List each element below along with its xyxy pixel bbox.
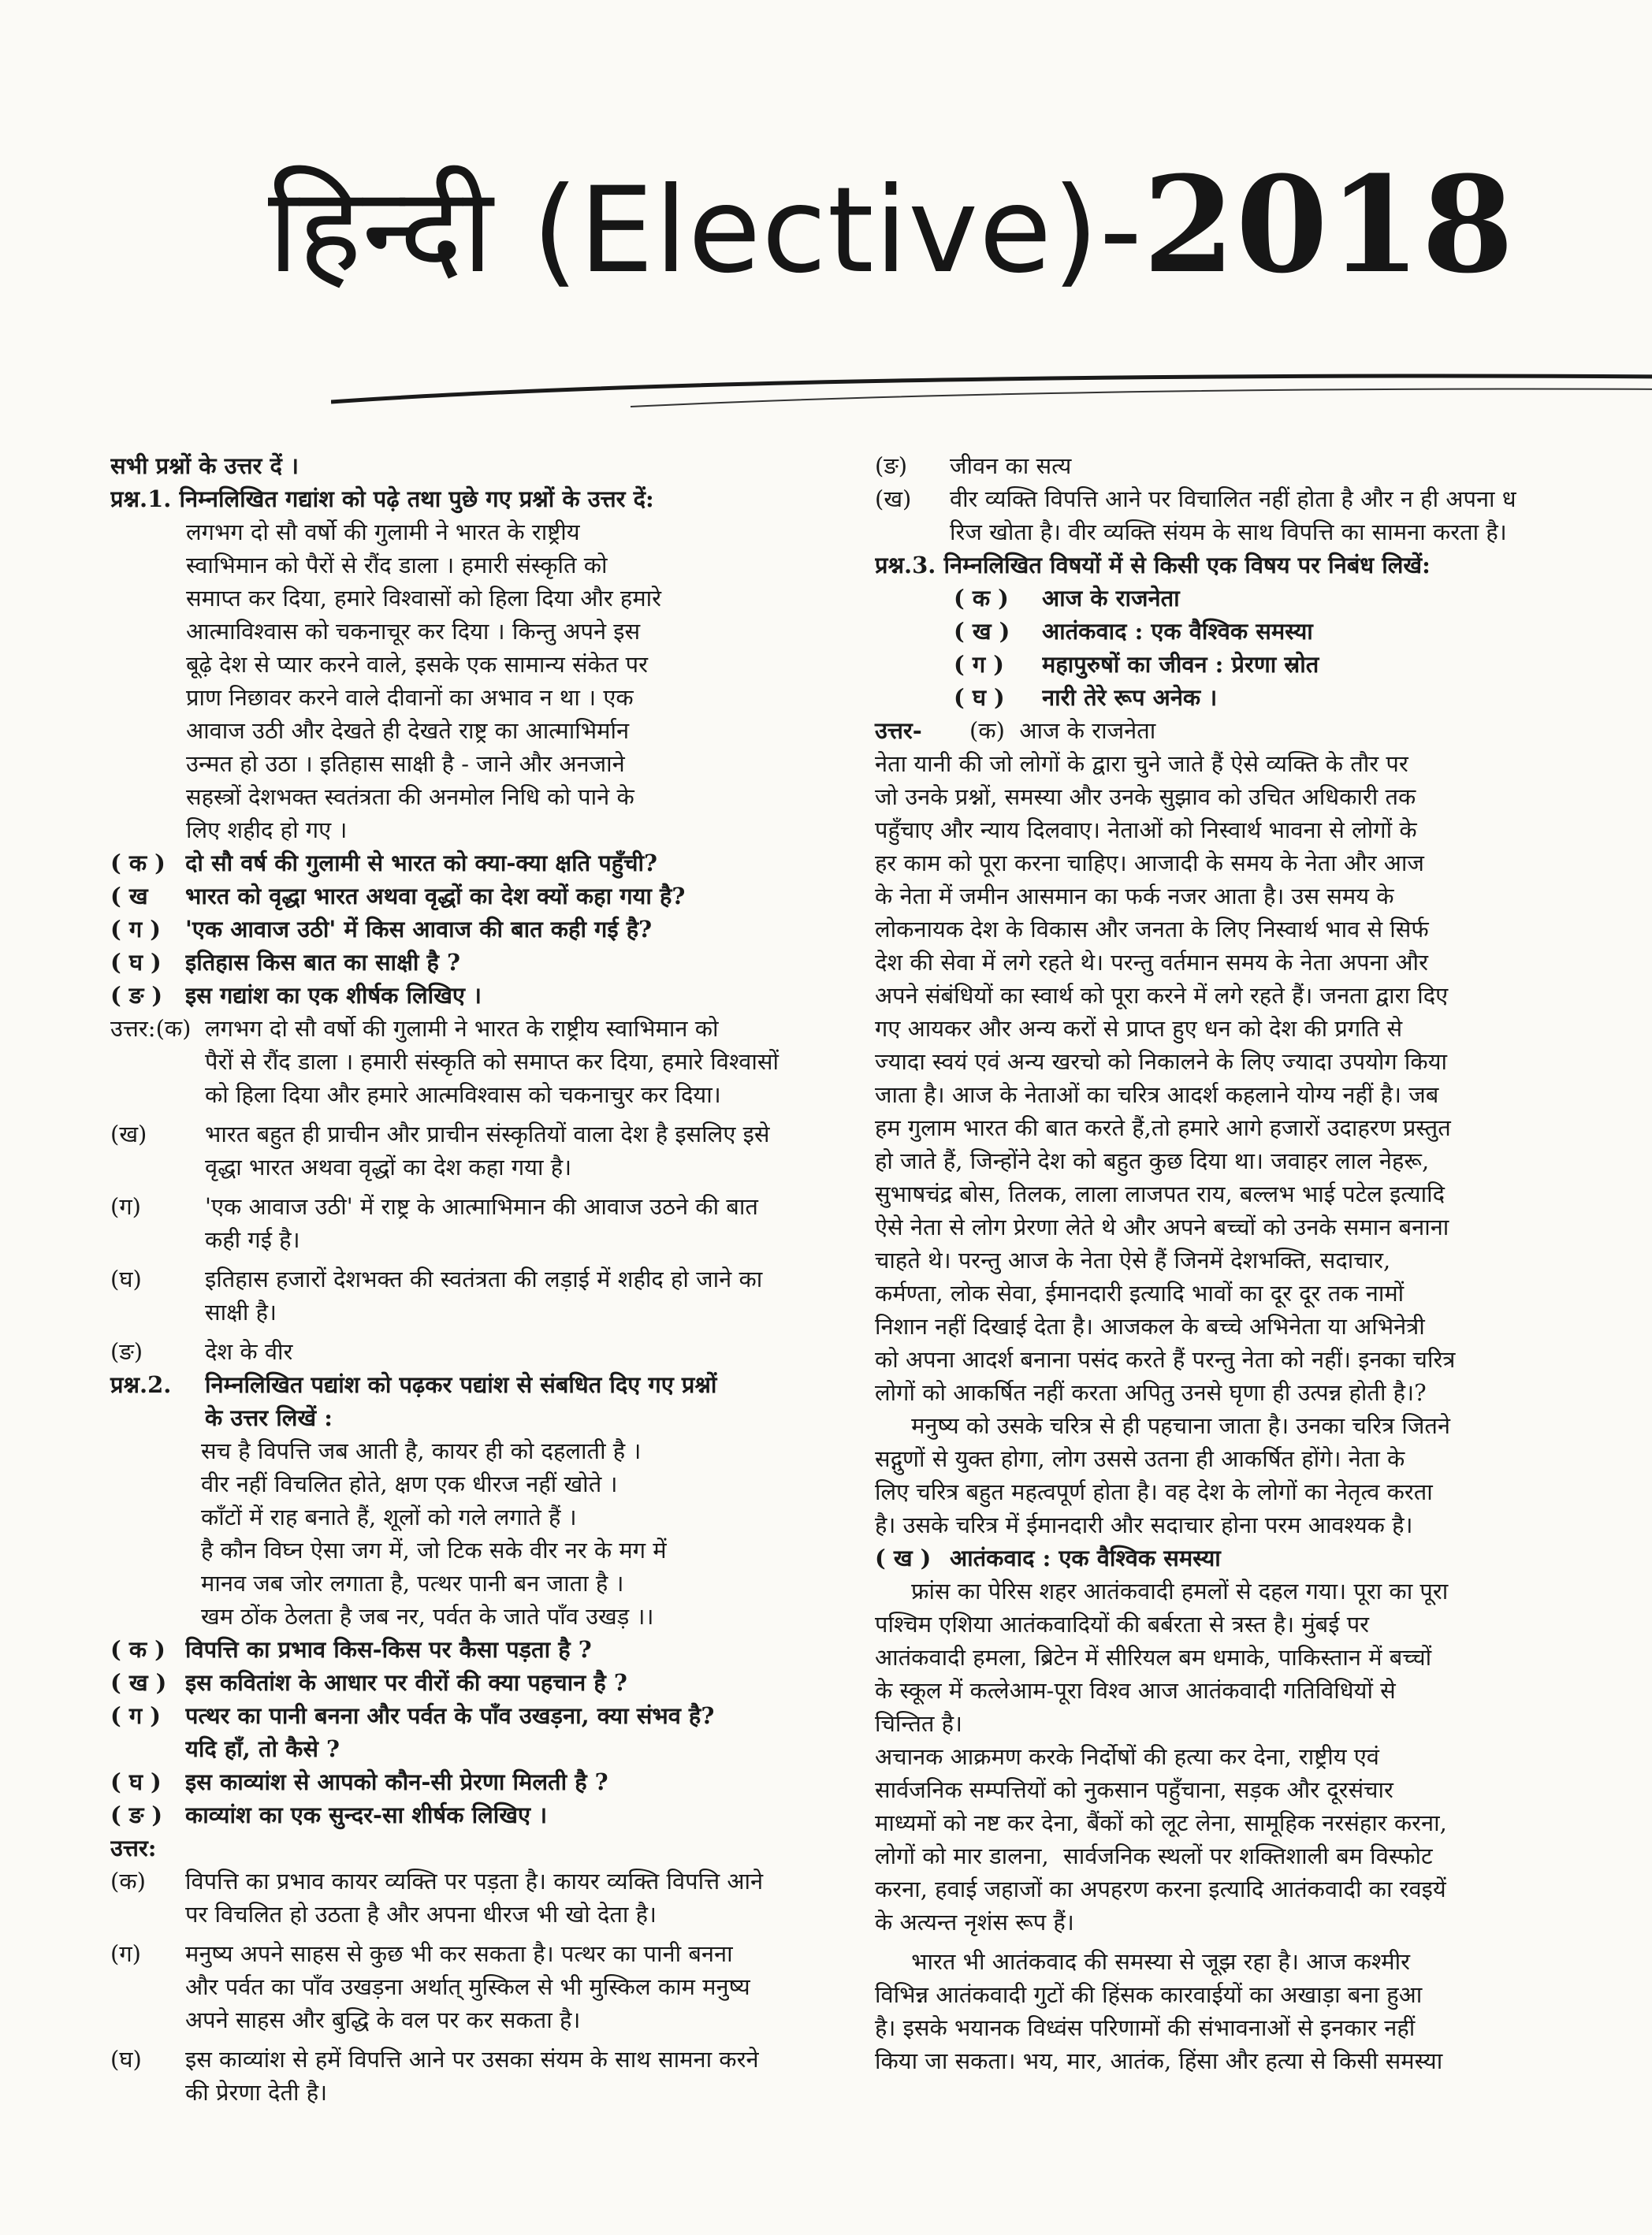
topic-label: ( ख ) bbox=[954, 618, 1010, 645]
answer-label: (क) bbox=[110, 1868, 146, 1895]
sub-question bbox=[110, 1666, 851, 1699]
topic-text: आतंकवाद : एक वैश्विक समस्या bbox=[1042, 618, 1313, 645]
title-dash: - bbox=[1099, 162, 1143, 299]
essay-line: आतंकवादी हमला, ब्रिटेन में सीरियल बम धमाके, पाकिस्तान में बच्चों bbox=[875, 1644, 1432, 1671]
essay-heading: आतंकवाद : एक वैश्विक समस्या bbox=[950, 1545, 1221, 1571]
sub-question-text: काव्यांश का एक सुन्दर-सा शीर्षक लिखिए । bbox=[185, 1802, 548, 1828]
question-prompt-line: निम्नलिखित पद्यांश को पढ़कर पद्यांश से संबधित दिए गए प्रश्नों bbox=[205, 1371, 717, 1398]
question-3-heading bbox=[875, 549, 1600, 582]
sub-question-label: ( ग ) bbox=[110, 916, 161, 943]
passage-line: बूढ़े देश से प्यार करने वाले, इसके एक सामान्य संकेत पर bbox=[186, 651, 648, 678]
answer-line: देश के वीर bbox=[205, 1338, 293, 1365]
essay-answer-a bbox=[875, 714, 1600, 747]
essay-line: चिन्तित है। bbox=[875, 1710, 963, 1737]
answer-label: (ङ) bbox=[110, 1338, 143, 1365]
answer-line: साक्षी है। bbox=[205, 1299, 277, 1326]
answer bbox=[110, 1263, 851, 1329]
essay-line: चाहते थे। परन्तु आज के नेता ऐसे हैं जिनमें देशभक्ति, सदाचार, bbox=[875, 1247, 1391, 1274]
sub-question-text: विपत्ति का प्रभाव किस-किस पर कैसा पड़ता है ? bbox=[185, 1636, 592, 1663]
answer bbox=[110, 1865, 851, 1931]
sub-question bbox=[110, 1633, 851, 1666]
answer bbox=[875, 482, 1600, 549]
essay-line: हम गुलाम भारत की बात करते हैं,तो हमारे आगे हजारों उदाहरण प्रस्तुत bbox=[875, 1114, 1451, 1141]
answer-label: (ङ) bbox=[875, 452, 908, 479]
essay-line: के नेता में जमीन आसमान का फर्क नजर आता है। उस समय के bbox=[875, 883, 1394, 909]
answer bbox=[110, 1118, 851, 1184]
topic-text: आज के राजनेता bbox=[1042, 585, 1180, 612]
essay-line: मनुष्य को उसके चरित्र से ही पहचाना जाता है। उनका चरित्र जितने bbox=[875, 1412, 1450, 1439]
poem-line: है कौन विघ्न ऐसा जग में, जो टिक सके वीर नर के मग में bbox=[201, 1537, 667, 1564]
answer-line: इस काव्यांश से हमें विपत्ति आने पर उसका संयम के साथ सामना करने bbox=[185, 2046, 759, 2073]
essay-body-a bbox=[875, 747, 1600, 1541]
essay-line: पश्चिम एशिया आतंकवादियों की बर्बरता से त्रस्त है। मुंबई पर bbox=[875, 1611, 1370, 1638]
answer-label: (ग) bbox=[110, 1940, 141, 1967]
essay-line: गए आयकर और अन्य करों से प्राप्त हुए धन को देश की प्रगति से bbox=[875, 1015, 1403, 1042]
essay-line: अचानक आक्रमण करके निर्दोषों की हत्या कर देना, राष्ट्रीय एवं bbox=[875, 1743, 1379, 1770]
essay-line: किया जा सकता। भय, मार, आतंक, हिंसा और हत्या से किसी समस्या bbox=[875, 2047, 1443, 2074]
sub-question-label: ( ङ ) bbox=[110, 1802, 163, 1828]
essay-line: सार्वजनिक सम्पत्तियों को नुकसान पहुँचाना, सड़क और दूरसंचार bbox=[875, 1776, 1393, 1803]
sub-question-text: इस कवितांश के आधार पर वीरों की क्या पहचान है ? bbox=[185, 1669, 627, 1696]
essay-line: सद्गुणों से युक्त होगा, लोग उससे उतना ही आकर्षित होंगे। नेता के bbox=[875, 1445, 1405, 1472]
essay-line: माध्यमों को नष्ट कर देना, बैंकों को लूट लेना, सामूहिक नरसंहार करना, bbox=[875, 1809, 1447, 1836]
sub-question bbox=[110, 946, 851, 979]
sub-question bbox=[110, 879, 851, 913]
question-prompt-line: के उत्तर लिखें : bbox=[205, 1404, 333, 1431]
question-label: प्रश्न.1. bbox=[110, 485, 172, 512]
essay-line: नेता यानी की जो लोगों के द्वारा चुने जाते हैं ऐसे व्यक्ति के तौर पर bbox=[875, 750, 1408, 777]
sub-question-text: इस गद्यांश का एक शीर्षक लिखिए । bbox=[185, 982, 482, 1009]
instructions: सभी प्रश्नों के उत्तर दें । bbox=[110, 452, 299, 479]
essay-line: विभिन्न आतंकवादी गुटों की हिंसक कारवाईयों का अखाड़ा बना हुआ bbox=[875, 1981, 1423, 2008]
answer-line: लगभग दो सौ वर्षो की गुलामी ने भारत के राष्ट्रीय स्वाभिमान को bbox=[205, 1015, 719, 1042]
essay-line: लोगों को आकर्षित नहीं करता अपितु उनसे घृणा ही उत्पन्न होती है।? bbox=[875, 1379, 1427, 1406]
title-underline bbox=[331, 370, 1652, 418]
poem-line: सच है विपत्ति जब आती है, कायर ही को दहलाती है । bbox=[201, 1437, 642, 1464]
answer-label: (घ) bbox=[110, 1266, 142, 1292]
essay-line: लिए चरित्र बहुत महत्वपूर्ण होता है। वह देश के लोगों का नेतृत्व करता bbox=[875, 1478, 1433, 1505]
left-column bbox=[110, 449, 851, 2109]
topic-text: नारी तेरे रूप अनेक । bbox=[1042, 684, 1218, 711]
essay-topic bbox=[875, 681, 1600, 714]
topic-label: ( ग ) bbox=[954, 651, 1004, 678]
passage-line: उन्मत हो उठा । इतिहास साक्षी है - जाने और अनजाने bbox=[186, 750, 625, 777]
answer-line: 'एक आवाज उठी' में राष्ट्र के आत्माभिमान की आवाज उठने की बात bbox=[205, 1193, 758, 1220]
essay-line: लोकनायक देश के विकास और जनता के लिए निस्वार्थ भाव से सिर्फ bbox=[875, 916, 1429, 943]
answer-line: पर विचलित हो उठता है और अपना धीरज भी खो देता है। bbox=[185, 1901, 657, 1928]
answer-line: भारत बहुत ही प्राचीन और प्राचीन संस्कृतियों वाला देश है इसलिए इसे bbox=[205, 1121, 770, 1147]
passage-line: आत्माविश्वास को चकनाचूर कर दिया । किन्तु अपने इस bbox=[186, 618, 641, 645]
answer-line: और पर्वत का पाँव उखड़ना अर्थात् मुस्किल से भी मुस्किल काम मनुष्य bbox=[185, 1973, 750, 2000]
sub-question-text: यदि हाँ, तो कैसे ? bbox=[185, 1735, 340, 1762]
essay-line: निशान नहीं दिखाई देता है। आजकल के बच्चे अभिनेता या अभिनेत्री bbox=[875, 1313, 1425, 1340]
sub-question-text: भारत को वृद्धा भारत अथवा वृद्धों का देश क्यों कहा गया है? bbox=[185, 883, 686, 909]
essay-line: सुभाषचंद्र बोस, तिलक, लाला लाजपत राय, बल्लभ भाई पटेल इत्यादि bbox=[875, 1181, 1446, 1207]
question-prompt: निम्नलिखित गद्यांश को पढ़े तथा पुछे गए प्रश्नों के उत्तर दें: bbox=[179, 485, 654, 512]
answer bbox=[110, 1012, 851, 1111]
sub-question-text: 'एक आवाज उठी' में किस आवाज की बात कही गई है? bbox=[185, 916, 653, 943]
answer-line: रिज खोता है। वीर व्यक्ति संयम के साथ विपत्ति का सामना करता है। bbox=[950, 519, 1507, 545]
topic-text: महापुरुषों का जीवन : प्रेरणा स्रोत bbox=[1042, 651, 1319, 678]
topic-label: ( घ ) bbox=[954, 684, 1005, 711]
sub-question bbox=[110, 1798, 851, 1832]
poem-line: वीर नहीं विचलित होते, क्षण एक धीरज नहीं खोते । bbox=[201, 1471, 618, 1497]
sub-question-label: ( ग ) bbox=[110, 1702, 161, 1729]
essay-line: है। इसके भयानक विध्वंस परिणामों की संभावनाओं से इनकार नहीं bbox=[875, 2014, 1416, 2041]
essay-line: अपने संबंधियों का स्वार्थ को पूरा करने में लगे रहते हैं। जनता द्वारा दिए bbox=[875, 982, 1449, 1009]
essay-line: करना, हवाई जहाजों का अपहरण करना इत्यादि आतंकवादी का रवइयें bbox=[875, 1876, 1446, 1902]
sub-question-label: ( ङ ) bbox=[110, 982, 163, 1009]
essay-line: जो उनके प्रश्नों, समस्या और उनके सुझाव को उचित अधिकारी तक bbox=[875, 783, 1416, 810]
answer-heading: उत्तर: bbox=[110, 1835, 157, 1861]
essay-line: पहुँचाए और न्याय दिलवाए। नेताओं को निस्वार्थ भावना से लोगों के bbox=[875, 816, 1417, 843]
title-latin: (Elective) bbox=[532, 162, 1099, 299]
answer-line: जीवन का सत्य bbox=[950, 452, 1072, 479]
essay-line: ऐसे नेता से लोग प्रेरणा लेते थे और अपने बच्चों को उनके समान बनाना bbox=[875, 1214, 1449, 1240]
answer-label: (ग) bbox=[110, 1193, 141, 1220]
essay-answer-b bbox=[875, 1541, 1600, 1575]
sub-question-label: ( ख ) bbox=[110, 1669, 167, 1696]
poem-line: खम ठोंक ठेलता है जब नर, पर्वत के जाते पाँव उखड़ ।। bbox=[201, 1603, 654, 1630]
topic-label: ( क ) bbox=[954, 585, 1009, 612]
sub-question bbox=[110, 913, 851, 946]
answer bbox=[875, 449, 1600, 482]
answer-line: की प्रेरणा देती है। bbox=[185, 2079, 328, 2106]
essay-line: हो जाते हैं, जिन्होंने देश को बहुत कुछ दिया था। जवाहर लाल नेहरू, bbox=[875, 1147, 1430, 1174]
sub-question bbox=[110, 1765, 851, 1798]
sub-question-text: इस काव्यांश से आपको कौन-सी प्रेरणा मिलती है ? bbox=[185, 1768, 608, 1795]
essay-body-b bbox=[875, 1575, 1600, 2077]
passage-line: प्राण निछावर करने वाले दीवानों का अभाव न था । एक bbox=[186, 684, 634, 711]
answer-line: वृद्धा भारत अथवा वृद्धों का देश कहा गया है। bbox=[205, 1154, 572, 1181]
essay-line: के स्कूल में कत्लेआम-पूरा विश्व आज आतंकवादी गतिविधियों से bbox=[875, 1677, 1396, 1704]
sub-question-label: ( घ ) bbox=[110, 949, 162, 976]
passage-line: सहस्त्रों देशभक्त स्वतंत्रता की अनमोल निधि को पाने के bbox=[186, 783, 634, 810]
answer-line: अपने साहस और बुद्धि के वल पर कर सकता है। bbox=[185, 2006, 581, 2033]
question-2-heading bbox=[110, 1368, 851, 1434]
title-hindi: हिन्दी bbox=[268, 162, 494, 299]
passage-line: समाप्त कर दिया, हमारे विश्वासों को हिला दिया और हमारे bbox=[186, 585, 662, 612]
sub-question-text: इतिहास किस बात का साक्षी है ? bbox=[185, 949, 460, 976]
answer-heading: उत्तर- bbox=[875, 717, 922, 744]
essay-line: लोगों को मार डालना, सार्वजनिक स्थलों पर शक्तिशाली बम विस्फोट bbox=[875, 1843, 1433, 1869]
essay-line: देश की सेवा में लगे रहते थे। परन्तु वर्तमान समय के नेता अपना और bbox=[875, 949, 1428, 976]
question-label: प्रश्न.3. bbox=[875, 552, 936, 578]
answer-line: पैरों से रौंद डाला । हमारी संस्कृति को समाप्त कर दिया, हमारे विश्वासों bbox=[205, 1048, 779, 1075]
essay-line: हर काम को पूरा करना चाहिए। आजादी के समय के नेता और आज bbox=[875, 850, 1424, 876]
question-label: प्रश्न.2. bbox=[110, 1371, 172, 1398]
essay-topic bbox=[875, 648, 1600, 681]
prose-passage bbox=[110, 515, 851, 846]
essay-line: के अत्यन्त नृशंस रूप हैं। bbox=[875, 1909, 1074, 1936]
poem-stanza bbox=[110, 1434, 851, 1633]
essay-line: भारत भी आतंकवाद की समस्या से जूझ रहा है। आज कश्मीर bbox=[875, 1948, 1410, 1975]
sub-question bbox=[110, 979, 851, 1012]
passage-line: आवाज उठी और देखते ही देखते राष्ट्र का आत्माभिर्मान bbox=[186, 717, 630, 744]
question-prompt: निम्नलिखित विषयों में से किसी एक विषय पर निबंध लिखें: bbox=[943, 552, 1431, 578]
essay-line: फ्रांस का पेरिस शहर आतंकवादी हमलों से दहल गया। पूरा का पूरा bbox=[875, 1578, 1449, 1605]
sub-question-label: ( घ ) bbox=[110, 1768, 162, 1795]
sub-question-label: ( क ) bbox=[110, 850, 166, 876]
answer-line: कही गई है। bbox=[205, 1226, 300, 1253]
essay-topic bbox=[875, 615, 1600, 648]
answer bbox=[110, 1937, 851, 2036]
sub-question-text: दो सौ वर्ष की गुलामी से भारत को क्या-क्या क्षति पहुँची? bbox=[185, 850, 658, 876]
essay-line: ज्यादा स्वयं एवं अन्य खरचो को निकालने के लिए ज्यादा उपयोग किया bbox=[875, 1048, 1448, 1075]
answer-label: (घ) bbox=[110, 2046, 142, 2073]
answer-line: इतिहास हजारों देशभक्त की स्वतंत्रता की लड़ाई में शहीद हो जाने का bbox=[205, 1266, 763, 1292]
sub-question bbox=[110, 846, 851, 879]
answer-line: विपत्ति का प्रभाव कायर व्यक्ति पर पड़ता है। कायर व्यक्ति विपत्ति आने bbox=[185, 1868, 764, 1895]
answer-line: को हिला दिया और हमारे आत्मविश्वास को चकनाचुर कर दिया। bbox=[205, 1081, 721, 1108]
answer bbox=[110, 1190, 851, 1256]
passage-line: लिए शहीद हो गए । bbox=[186, 816, 348, 843]
answer-label: (ख) bbox=[875, 485, 912, 512]
sub-question-label: ( क ) bbox=[110, 1636, 166, 1663]
essay-topic bbox=[875, 582, 1600, 615]
passage-line: लगभग दो सौ वर्षो की गुलामी ने भारत के राष्ट्रीय bbox=[186, 519, 580, 545]
question-1-heading bbox=[110, 482, 851, 515]
sub-question-label: ( ख bbox=[110, 883, 148, 909]
sub-question bbox=[110, 1699, 851, 1765]
essay-line: है। उसके चरित्र में ईमानदारी और सदाचार होना परम आवश्यक है। bbox=[875, 1512, 1413, 1538]
sub-question-text: पत्थर का पानी बनना और पर्वत के पाँव उखड़ना, क्या संभव है? bbox=[185, 1702, 715, 1729]
answer bbox=[110, 1335, 851, 1368]
essay-line: जाता है। आज के नेताओं का चरित्र आदर्श कहलाने योग्य नहीं है। जब bbox=[875, 1081, 1439, 1108]
answer-label: (ख) bbox=[110, 1121, 147, 1147]
title-year: 2018 bbox=[1142, 147, 1515, 303]
essay-line: कर्मण्ता, लोक सेवा, ईमानदारी इत्यादि भावों का दूर दूर तक नामों bbox=[875, 1280, 1405, 1307]
passage-line: स्वाभिमान को पैरों से रौंद डाला । हमारी संस्कृति को bbox=[186, 552, 608, 578]
answer-label: ( ख ) bbox=[875, 1545, 932, 1571]
answer-line: वीर व्यक्ति विपत्ति आने पर विचालित नहीं होता है और न ही अपना ध bbox=[950, 485, 1516, 512]
answer-label: (क) bbox=[969, 717, 1005, 744]
essay-line: को अपना आदर्श बनाना पसंद करते हैं परन्तु नेता को नहीं। इनका चरित्र bbox=[875, 1346, 1456, 1373]
poem-line: काँटों में राह बनाते हैं, शूलों को गले लगाते हैं । bbox=[201, 1504, 577, 1530]
answer-line: मनुष्य अपने साहस से कुछ भी कर सकता है। पत्थर का पानी बनना bbox=[185, 1940, 733, 1967]
poem-line: मानव जब जोर लगाता है, पत्थर पानी बन जाता है । bbox=[201, 1570, 624, 1597]
essay-heading: आज के राजनेता bbox=[1019, 717, 1156, 744]
page-title bbox=[268, 147, 1515, 306]
answer-label: उत्तर:(क) bbox=[110, 1015, 192, 1042]
answer bbox=[110, 2043, 851, 2109]
right-column bbox=[875, 449, 1600, 2077]
